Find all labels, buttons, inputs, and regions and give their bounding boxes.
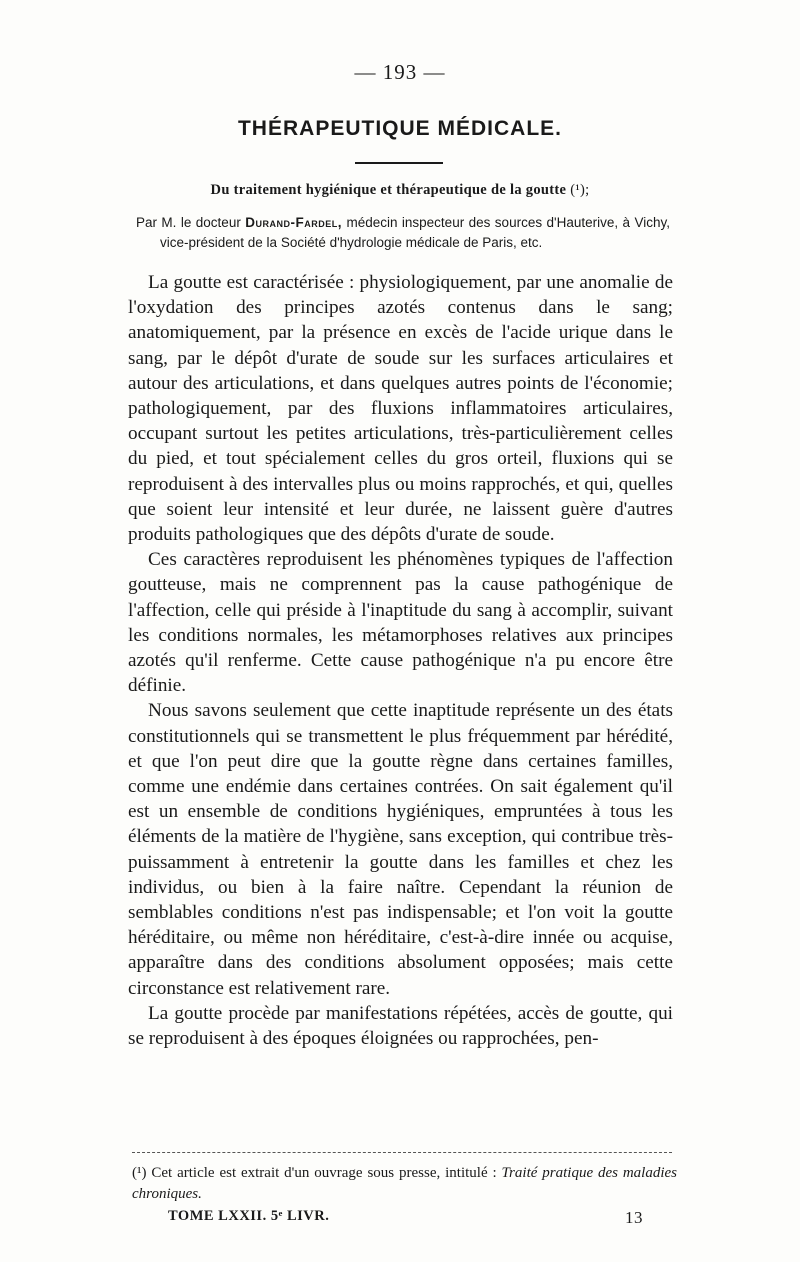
article-title-footnote-mark: (¹); <box>570 182 590 198</box>
footnote <box>132 1163 677 1205</box>
footnote-marker: (¹) <box>132 1165 147 1181</box>
paragraph-1: La goutte est caractérisée : physiologiquement, par une anomalie de l'oxydation des principes azotés contenus dans le sang; anatomiquement, par la présence en excès de l'acide urique dans le sang, par le dépôt d'urate de soude sur les surfaces articulaires et autour des articulations, et dans quelques autres points de l'économie; pathologiquement, par des fluxions inflammatoires articulaires, occupant surtout les petites articulations, très-particulièrement celles du pied, et tout spécialement celles du gros orteil, fluxions qui se reproduisent à des intervalles plus ou moins rapprochés, et qui, quelles que soient leur intensité et leur durée, ne laissent guère d'autres produits pathologiques que des dépôts d'urate de soude. <box>128 272 673 546</box>
author-prefix: Par M. le docteur <box>136 215 241 230</box>
paragraph-3: Nous savons seulement que cette inaptitude représente un des états constitutionnels qui se transmettent le plus fréquemment par hérédité, et que l'on peut dire que la goutte règne dans certaines familles, comme une endémie dans certaines contrées. On sait également qu'il est un ensemble de conditions hygiéniques, empruntées à tous les éléments de la matière de l'hygiène, sans exception, qui contribue très-puissamment à entretenir la goutte dans les familles et chez les individus, ou bien à la faire naître. Cependant la réunion de semblables conditions n'est pas indispensable; et l'on voit la goutte héréditaire, ou même non héréditaire, c'est-à-dire innée ou acquise, apparaître dans des conditions absolument opposées; mais cette circonstance est relativement rare. <box>128 700 673 999</box>
footnote-divider <box>132 1152 672 1153</box>
article-title <box>0 182 800 199</box>
author-affiliation: médecin inspecteur des sources d'Hauterive, à Vichy, vice-président de la Société d'hydrologie médicale de Paris, etc. <box>160 215 670 250</box>
footnote-text: Cet article est extrait d'un ouvrage sous presse, intitulé : <box>151 1165 497 1181</box>
article-title-text: Du traitement hygiénique et thérapeutique de la goutte <box>210 182 567 198</box>
author-byline <box>136 213 670 253</box>
printer-signature <box>168 1208 643 1228</box>
author-name: Durand-Fardel, <box>245 215 343 230</box>
paragraph-2: Ces caractères reproduisent les phénomènes typiques de l'affection goutteuse, mais ne comprennent pas la cause pathogénique de l'affection, celle qui préside à l'inaptitude du sang à accomplir, suivant les conditions normales, les métamorphoses relatives aux principes azotés qu'il renferme. Cette cause pathogénique n'a pu encore être définie. <box>128 549 673 697</box>
sheet-number: 13 <box>625 1208 643 1227</box>
page-number: — 193 — <box>354 60 446 84</box>
volume-label: TOME LXXII. 5ᵉ LIVR. <box>168 1208 330 1224</box>
title-divider <box>355 162 443 164</box>
article-body <box>128 270 673 1051</box>
paragraph-4: La goutte procède par manifestations répétées, accès de goutte, qui se reproduisent à des époques éloignées ou rapprochées, pen- <box>128 1002 673 1050</box>
section-title: THÉRAPEUTIQUE MÉDICALE. <box>237 117 562 140</box>
footnote-work-title: Traité pratique des maladies chroniques. <box>132 1165 678 1202</box>
